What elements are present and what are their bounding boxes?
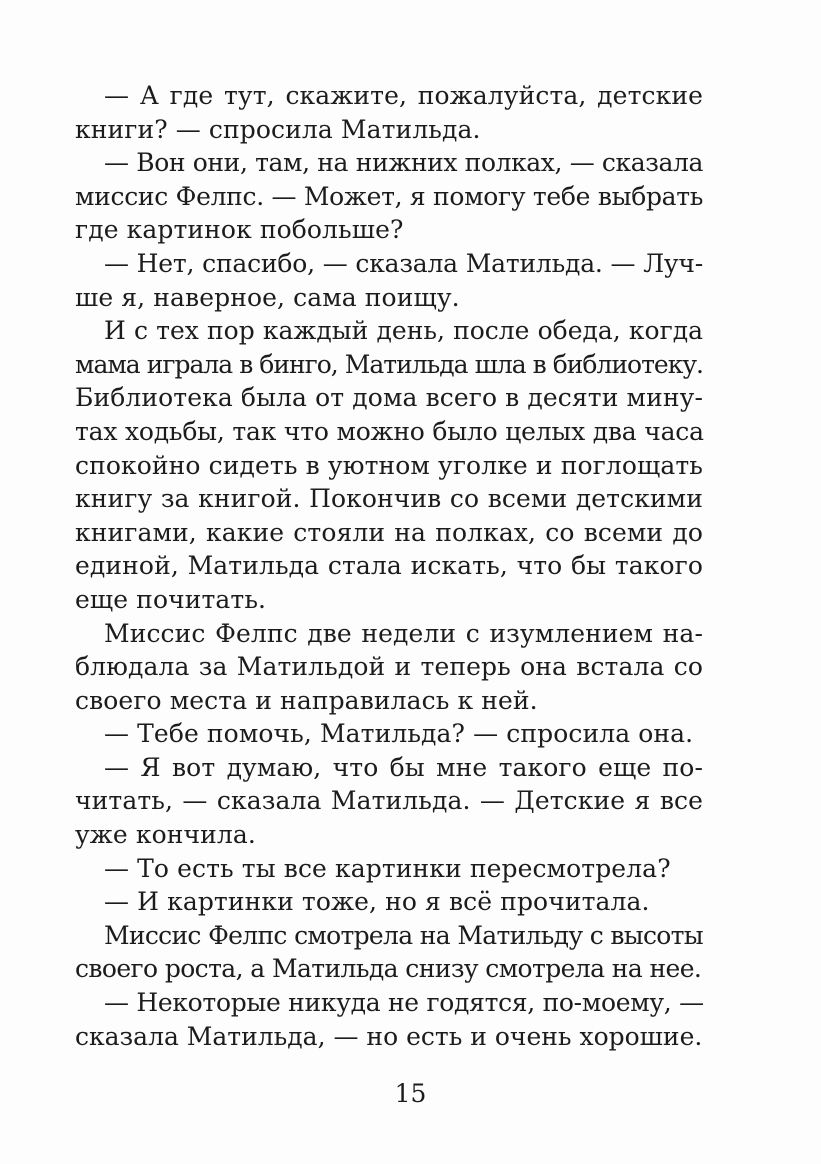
text-line: своего места и направилась к ней. — [75, 685, 538, 715]
text-line: — Я вот думаю, что бы мне такого еще по- — [104, 752, 703, 782]
text-line: Миссис Фелпс смотрела на Матильду с высоты — [104, 920, 703, 950]
text-line: спокойно сидеть в уютном уголке и поглощать — [75, 450, 703, 480]
text-line: — Вон они, там, на нижних полках, — сказала — [104, 148, 703, 178]
text-line: И с тех пор каждый день, после обеда, когда — [104, 316, 703, 346]
text-line: — То есть ты все картинки пересмотрела? — [104, 853, 671, 883]
text-line: — А где тут, скажите, пожалуйста, детские — [104, 81, 703, 110]
page-number: 15 — [394, 1079, 427, 1108]
text-line: читать, — сказала Матильда. — Детские я все — [75, 786, 703, 816]
text-line: книгу за книгой. Покончив со всеми детскими — [75, 484, 703, 514]
text-line: — Некоторые никуда не годятся, по-моему, — — [104, 988, 704, 1018]
text-line: ше я, наверное, сама поищу. — [75, 282, 460, 312]
text-line: — И картинки тоже, но я всё прочитала. — [104, 887, 650, 917]
text-line: мама играла в бинго, Матильда шла в библиотеку. — [75, 349, 703, 379]
text-line: где картинок побольше? — [75, 215, 404, 245]
text-line: единой, Матильда стала искать, что бы такого — [75, 551, 703, 581]
text-line: Библиотека была от дома всего в десяти мину- — [75, 383, 703, 413]
text-line: миссис Фелпс. — Может, я помогу тебе выбрать — [75, 181, 704, 211]
text-line: — Нет, спасибо, — сказала Матильда. — Луч- — [104, 248, 703, 278]
text-line: книгами, какие стояли на полках, со всеми до — [75, 517, 703, 547]
body-text — [75, 79, 703, 1053]
text-line: тах ходьбы, так что можно было целых два часа — [75, 416, 704, 446]
text-line: — Тебе помочь, Матильда? — спросила она. — [104, 719, 694, 749]
text-line: Миссис Фелпс две недели с изумлением на- — [104, 618, 703, 648]
text-line: блюдала за Матильдой и теперь она встала со — [75, 652, 703, 682]
text-line: уже кончила. — [75, 820, 256, 850]
text-line: своего роста, а Матильда снизу смотрела на нее. — [75, 954, 702, 984]
text-line: книги? — спросила Матильда. — [75, 114, 481, 144]
text-line: еще почитать. — [75, 584, 267, 614]
text-line: сказала Матильда, — но есть и очень хорошие. — [75, 1021, 703, 1051]
